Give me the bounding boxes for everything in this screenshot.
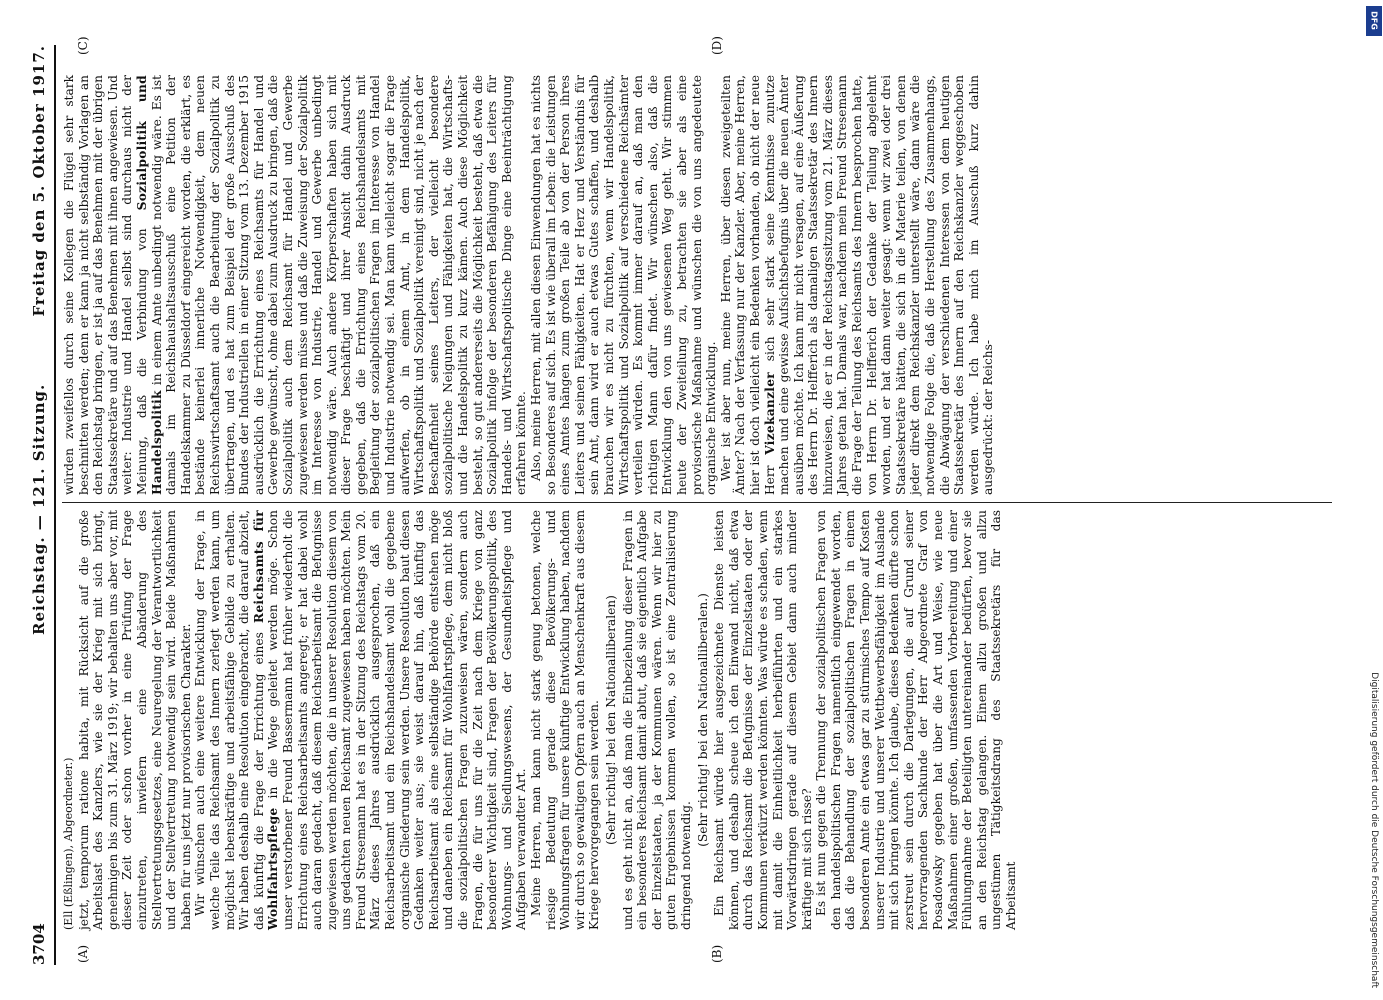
- emphasis: Vizekanzler: [762, 371, 777, 455]
- speaker-line: (Ell (Eßlingen), Abgeordneter.): [62, 757, 75, 930]
- emphasis: Reichsamts für Wohlfahrtspflege: [251, 509, 281, 930]
- right-column: [62, 75, 996, 495]
- interjection: (Sehr richtig! bei den Nationalliberalen): [603, 595, 618, 845]
- digitization-credit: [1367, 8, 1381, 988]
- left-column: [62, 510, 1019, 930]
- margin-marker-a: (A): [76, 944, 90, 963]
- text-run: in die Wege geleitet werden möge. Schon unser verstorbener Freund Bassermann hat früher wiederholt die Errichtung eines Reichsarbeitsamts angeregt; er hat dabei wohl auch daran gedacht, daß diesem Reichsarbeitsamt die Befugnisse zugewiesen werden möchten, die in unserer Resolution diesem von uns gedachten neuen Reichsamt zugewiesen haben möchten. Mein Freund Stresemann hat es in der Sitzung des Reichstags vom 20. März dieses Jahres ausdrücklich ausgesprochen, daß ein Reichsarbeitsamt und ein Reichshandelsamt wohl die gegebene organische Gliederung sein werden. Unsere Resolution baut diesen Gedanken weiter aus; sie weist darauf hin, daß künftig das Reichsarbeitsamt als eine selbständige Behörde entstehen möge und daneben ein Reichsamt für Wohlfahrtspflege, dem nicht bloß die sozialpolitischen Fragen zuzuweisen wären, sondern auch Fragen, die für uns für die Zeit nach dem Kriege von ganz besonderer Wichtigkeit sind, Fragen der Bevölkerungspolitik, des Wohnungs- und Siedlungswesens, der Gesundheitspflege und Aufgaben verwandter Art.: [266, 510, 529, 930]
- text-run: würden zweifellos durch seine Kollegen die Flügel sehr stark beschnitten werden; denn er kann ja nicht selbständig Vorlagen an den Reichstag bringen, er ist ja auf das Benehmen mit der übrigen Staatssekretäre und auf das Benehmen mit ihnen angewiesen. Und weiter: Industrie und Handel selbst sind durchaus nicht der Meinung, daß die Verbindung von: [62, 75, 149, 495]
- paragraph: Also, meine Herren, mit allen diesen Einwendungen hat es nichts so Besonderes auf sich. Es ist wie überall im Leben: die Leistungen eines Amtes hängen zum großen Teile ab von der Person ihres Leiters und seinen Fähigkeiten. Hat er Herz und Verständnis für sein Amt, dann wird er auch etwas Gutes schaffen, und deshalb brauchen wir es nicht zu fürchten, wenn wir Handelspolitik, Wirtschaftspolitik und Sozialpolitik auf verschiedene Reichsämter verteilen würden. Es kommt immer darauf an, daß man den richtigen Mann dafür findet. Wir wünschen also, daß die Entwicklung den von uns gewiesenen Weg geht. Wir stimmen heute der Zweiteilung zu, betrachten sie aber als eine provisorische Maßnahme und wünschen die von uns angedeutete organische Entwicklung.: [529, 75, 719, 495]
- margin-marker-b: (B): [710, 944, 724, 963]
- paragraph: [62, 75, 529, 495]
- paragraph: Es ist nun gegen die Trennung der sozialpolitischen Fragen von den handelspolitischen Fragen namentlich eingewendet worden, daß die Behandlung der sozialpolitischen Fragen in einem besonderen Amte ein etwas gar zu stürmisches Tempo auf Kosten unserer Industrie und unserer Wettbewerbsfähigkeit im Auslande mit sich bringen könnte. Ich glaube, dieses Bedenken dürfte schon zerstreut sein durch die Darlegungen, die auf Grund seiner hervorragenden Sachkunde der Herr Abgeordnete Graf von Posadowsky gegeben hat über die Art und Weise, wie neue Maßnahmen einer großen, umfassenden Vorbereitung und einer Fühlungnahme der Beteiligten untereinander bedürfen, bevor sie an den Reichstag gelangen. Einem allzu großen und allzu ungestümen Tätigkeitsdrang des Staatssekretärs für das Arbeitsamt: [814, 510, 1018, 930]
- page-header: [28, 45, 56, 965]
- paragraph: Meine Herren, man kann nicht stark genug betonen, welche riesige Bedeutung gerade diese Bevölkerungs- und Wohnungsfragen für unsere künftige Entwicklung haben, nachdem wir durch so gewaltigen Opfern auch an Menschenkraft aus diesem Kriege hervorgegangen sein werden.: [529, 510, 602, 930]
- paragraph: und es geht nicht an, daß man die Einbeziehung dieser Fragen in ein besonderes Reichsamt damit abtut, daß sie eigentlich Aufgabe der Einzelstaaten, ja der Kommunen wären. Wenn wir hier zu guten Ergebnissen kommen wollen, so ist eine Zentralisierung dringend notwendig.: [620, 510, 693, 930]
- paragraph: [193, 510, 529, 930]
- paragraph: Ein Reichsamt würde hier ausgezeichnete Dienste leisten können, und deshalb scheue ich den Einwand nicht, daß etwa durch das Reichsamt die Befugnisse der Einzelstaaten oder der Kommunen verkürzt werden könnten. Was würde es schaden, wenn mit damit die Einheitlichkeit herbeiführten und ein starkes Vorwärtsdringen gerade auf diesem Gebiet dann auch minder kräftige mit sich risse?: [712, 510, 814, 930]
- text-run: in einem Amte unbedingt notwendig wäre. Es ist damals im Reichshaushaltsausschuß eine Petition der Handelskammer zu Düsseldorf eingereicht worden, die erklärt, es bestände keinerlei innerliche Notwendigkeit, dem neuen Reichswirtschaftsamt auch die Bearbeitung der Sozialpolitik zu übertragen, und es hat zum Beispiel der große Ausschuß des Bundes der Industriellen in einer Sitzung vom 13. Dezember 1915 ausdrücklich die Errichtung eines Reichsamts für Handel und Gewerbe gewünscht, ohne dabei zum Ausdruck zu bringen, daß die Sozialpolitik auch dem Reichsamt für Handel und Gewerbe zugewiesen werden müsse und daß die Zuweisung der Sozialpolitik im Interesse von Industrie, Handel und Gewerbe unbedingt notwendig wäre. Auch andere Körperschaften haben sich mit dieser Frage beschäftigt und ihrer Ansicht dahin Ausdruck gegeben, daß die Errichtung eines Reichshandelsamts mit Begleitung der sozialpolitischen Fragen im Interesse von Handel und Industrie notwendig sei. Man kann vielleicht sogar die Frage aufwerfen, ob in einem Amt, in dem Handelspolitik, Wirtschaftspolitik und Sozialpolitik vereinigt sind, nicht je nach der Beschaffenheit seines Leiters, der vielleicht besondere sozialpolitische Neigungen und Fähigkeiten hat, die Wirtschafts- und die Handelspolitik zu kurz kämen. Auch diese Möglichkeit besteht, so gut andererseits die Möglichkeit besteht, daß etwa die Sozialpolitik infolge der besonderen Befähigung des Leiters für Handels- und Wirtschaftspolitische Dinge eine Beeinträchtigung erfahren könnte.: [149, 75, 529, 495]
- interjection: (Sehr richtig! bei den Nationalliberalen.): [695, 593, 710, 847]
- paragraph: [719, 75, 996, 495]
- emphasis: Sozialpolitik und Handelspolitik: [134, 75, 164, 495]
- text-run: sich sehr stark seine Kenntnisse zunutze machen und eine gewisse Aufsichtsbefugnis über die neuen Ämter ausüben möchte. Ich kann mir nicht versagen, auf eine Äußerung des Herrn Dr. Helfferich als damaligen Staatssekretär des Innern hinzuweisen, die er in der Reichstagssitzung vom 21. März dieses Jahres getan hat. Damals war, nachdem mein Freund Stresemann die Frage der Teilung des Reichsamts des Innern besprochen hatte, von Herrn Dr. Helfferich der Gedanke der Teilung abgelehnt worden, und er hat dann weiter gesagt: wenn wir zwei oder drei Staatssekretäre hätten, die sich in die Materie teilen, von denen jeder direkt dem Reichskanzler unterstellt wäre, dann wäre die notwendige Folge die, daß die Herstellung des Zusammenhangs, die Abwägung der verschiedenen Interessen von dem heutigen Staatssekretär des Innern auf den Reichskanzler weggeschoben werden würde. Ich habe mich im Ausschuß kurz dahin ausgedrückt: der Reichs-: [762, 75, 996, 495]
- dfg-logo-text: DFG: [1369, 11, 1379, 30]
- margin-marker-c: (C): [76, 36, 90, 55]
- rotated-document-page: [20, 25, 1350, 985]
- header-title: Reichstag. — 121. Sitzung.: [30, 383, 48, 635]
- text-run: Wir wünschen auch eine weitere Entwicklung der Frage, in welche Teile das Reichsamt des Innern zerlegt werden kann, um möglichst lebenskräftige und arbeitsfähige Gebilde zu erhalten. Wir haben deshalb eine Resolution eingebracht, die darauf abzielt, daß künftig die Frage der Errichtung eines: [193, 510, 266, 930]
- paragraph: jetzt, temporum ratione habita, mit Rücksicht auf die große Arbeitslast des Kanzlers, wie sie der Krieg mit sich bringt, genehmigen bis zum 31. März 1919; wir behalten uns aber vor, mit dieser Zeit oder schon vorher in eine Prüfung der Frage einzutreten, inwiefern eine Abänderung des Stellvertretungsgesetzes, eine Neuregelung der Verantwortlichkeit und der Stellvertretung notwendig sein wird. Beide Maßnahmen haben für uns jetzt nur provisorischen Charakter.: [76, 510, 193, 930]
- text-run: Wer ist aber nun, meine Herren, über diesen zweigeteilten Ämter? Nach der Verfassung nur der Kanzler. Aber, meine Herren, hier ist doch vielleicht ein Bedenken vorhanden, ob nicht der neue Herr: [718, 75, 777, 495]
- column-divider: [62, 502, 1332, 503]
- page-number: 3704: [30, 923, 48, 965]
- credit-text: Digitalisierung gefördert durch die Deutsche Forschungsgemeinschaft: [1369, 672, 1379, 988]
- header-date: Freitag den 5. Oktober 1917.: [30, 45, 48, 317]
- margin-marker-d: (D): [710, 36, 724, 55]
- dfg-logo: [1366, 6, 1382, 36]
